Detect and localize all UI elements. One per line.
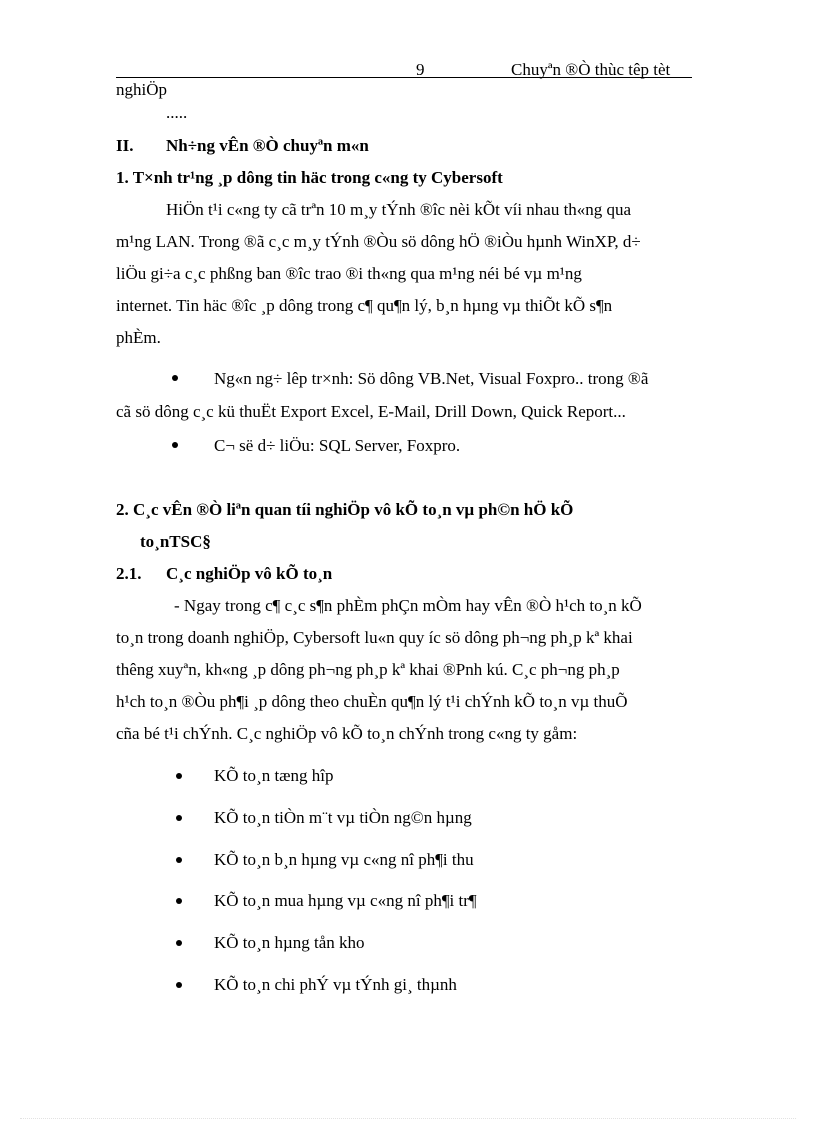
bullet-icon [176, 857, 182, 863]
bullet-text-continuation: cã sö dông c¸c kü thuËt Export Excel, E-Mail, Drill Down, Quick Report... [116, 402, 626, 421]
bullet-text: Ng«n ng÷ lêp tr×nh: Sö dông VB.Net, Visual Foxpro.. trong ®ã [214, 369, 649, 388]
bullet-icon [172, 442, 178, 448]
subsection-title: C¸c nghiÖp vô kÕ to¸n [166, 564, 333, 583]
section-1-heading: 1. T×nh tr¹ng ¸p dông tin häc trong c«ng ty Cybersoft [116, 168, 503, 187]
list-item: KÕ to¸n tiÒn m¨t vµ tiÒn ng©n hµng [214, 808, 472, 827]
bullet-icon [176, 940, 182, 946]
bullet-icon [176, 773, 182, 779]
bullet-icon [176, 898, 182, 904]
bullet-icon [172, 375, 178, 381]
list-item: KÕ to¸n chi phÝ vµ tÝnh gi¸ thµnh [214, 975, 457, 994]
paragraph-line: internet. Tin häc ®îc ¸p dông trong c¶ qu¶n lý, b¸n hµng vµ thiÕt kÕ s¶n [116, 296, 613, 315]
paragraph-line: thêng xuyªn, kh«ng ¸p dông ph¬ng ph¸p kª khai ®Pnh kú. C¸c ph¬ng ph¸p [116, 660, 620, 679]
list-item: KÕ to¸n hµng tån kho [214, 933, 365, 952]
section-ii-number: II. [116, 136, 134, 155]
list-item: KÕ to¸n mua hµng vµ c«ng nî ph¶i tr¶ [214, 891, 477, 910]
bullet-icon [176, 982, 182, 988]
list-item: KÕ to¸n tæng hîp [214, 766, 334, 785]
paragraph-line: m¹ng LAN. Trong ®ã c¸c m¸y tÝnh ®Òu sö dông hÖ ®iÒu hµnh WinXP, d÷ [116, 232, 641, 251]
bullet-text: C¬ së d÷ liÖu: SQL Server, Foxpro. [214, 436, 461, 455]
list-item: KÕ to¸n b¸n hµng vµ c«ng nî ph¶i thu [214, 850, 474, 869]
paragraph-line: liÖu gi÷a c¸c phßng ban ®îc trao ®i th«ng qua m¹ng néi bé vµ m¹ng [116, 264, 582, 283]
running-header-continuation: nghiÖp [116, 80, 167, 99]
page-bottom-border [20, 1118, 796, 1119]
page-number: 9 [416, 60, 425, 79]
paragraph-line: to¸n trong doanh nghiÖp, Cybersoft lu«n quy íc sö dông ph¬ng ph¸p kª khai [116, 628, 633, 647]
paragraph-line: HiÖn t¹i c«ng ty cã trªn 10 m¸y tÝnh ®îc nèi kÕt víi nhau th«ng qua [166, 200, 632, 219]
header-rule [116, 77, 692, 78]
subsection-number: 2.1. [116, 564, 142, 583]
paragraph-line: cña bé t¹i chÝnh. C¸c nghiÖp vô kÕ to¸n chÝnh trong c«ng ty gåm: [116, 724, 578, 743]
paragraph-line: h¹ch to¸n ®Òu ph¶i ¸p dông theo chuÈn qu¶n lý t¹i chÝnh kÕ to¸n vµ thuÕ [116, 692, 628, 711]
section-ii-title: Nh÷ng vÊn ®Ò chuyªn m«n [166, 136, 369, 155]
ellipsis-dots: ..... [166, 103, 188, 122]
paragraph-line: - Ngay trong c¶ c¸c s¶n phÈm phÇn mÒm hay vÊn ®Ò h¹ch to¸n kÕ [174, 596, 642, 615]
running-header-title: Chuyªn ®Ò thùc têp tèt [511, 60, 671, 79]
bullet-icon [176, 815, 182, 821]
section-2-heading-continuation: to¸nTSC§ [140, 532, 211, 551]
section-2-heading: 2. C¸c vÊn ®Ò liªn quan tíi nghiÖp vô kÕ to¸n vµ ph©n hÖ kÕ [116, 500, 574, 519]
paragraph-line: phÈm. [116, 328, 161, 347]
